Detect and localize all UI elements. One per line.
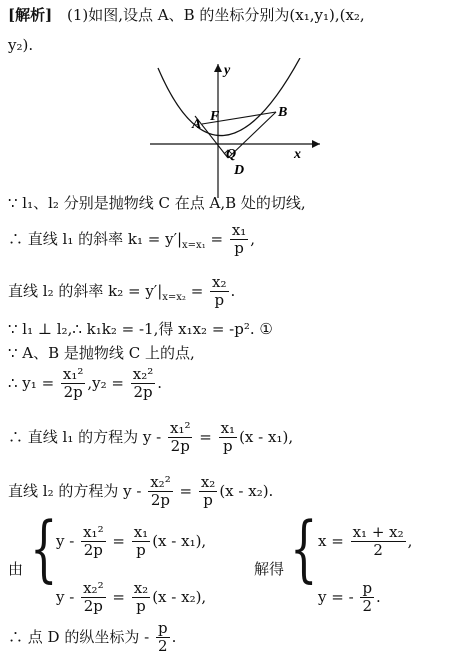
slope1-prefix: ∴ 直线 l₁ 的斜率 k₁ = y′| bbox=[8, 229, 183, 248]
text-line-8 bbox=[8, 474, 273, 510]
line2-frac-a bbox=[148, 474, 173, 510]
label-Q: Q bbox=[226, 147, 237, 162]
punct: , bbox=[250, 229, 256, 248]
frac-num: x₁ bbox=[133, 523, 149, 541]
punct: . bbox=[230, 281, 236, 300]
punct: . bbox=[376, 587, 381, 606]
eq: = bbox=[185, 281, 209, 300]
label-D: D bbox=[234, 163, 245, 178]
solve-text: 解得 bbox=[254, 560, 285, 578]
text-line-2 bbox=[8, 222, 255, 258]
frac-num: x₂² bbox=[132, 365, 154, 383]
frac-num: x₁ + x₂ bbox=[352, 523, 404, 541]
frac-den: p bbox=[214, 291, 225, 310]
punct: , bbox=[407, 531, 413, 550]
frac-den: p bbox=[203, 491, 213, 510]
slope2-sub: x=x₂ bbox=[162, 291, 186, 303]
y1-frac bbox=[61, 366, 86, 402]
solve-word bbox=[254, 562, 284, 577]
punct: . bbox=[157, 373, 163, 392]
line2-eq-prefix: 直线 l₂ 的方程为 y - bbox=[8, 481, 142, 500]
slope1-sub: x=x₁ bbox=[182, 239, 206, 251]
frac-num: x₂² bbox=[83, 579, 104, 597]
label-y: y bbox=[224, 63, 231, 78]
frac-den: 2p bbox=[133, 383, 153, 402]
you-char: 由 bbox=[8, 560, 24, 578]
line1-eq-suffix: (x - x₁), bbox=[239, 427, 294, 446]
intro-text: (1)如图,设点 A、B 的坐标分别为(x₁,y₁),(x₂, bbox=[66, 6, 365, 24]
left-brace-1: { bbox=[30, 506, 58, 590]
frac-num: x₂ bbox=[133, 579, 149, 597]
frac-den: 2p bbox=[63, 383, 83, 402]
line2-eq-suffix: (x - x₂). bbox=[219, 481, 274, 500]
sys1-frac-b bbox=[132, 524, 150, 560]
sol-x-frac bbox=[351, 524, 406, 560]
line1-frac-b bbox=[219, 420, 237, 456]
sol-y-frac bbox=[360, 580, 374, 616]
frac-num: p bbox=[157, 619, 168, 637]
frac-num: x₁ bbox=[231, 221, 247, 239]
frac-den: 2p bbox=[83, 541, 103, 560]
perpendicular-statement: ∵ l₁ ⊥ l₂,∴ k₁k₂ = -1,得 x₁x₂ = -p². ① bbox=[8, 320, 273, 338]
sys2-frac-a bbox=[81, 580, 106, 616]
slope1-frac bbox=[230, 222, 248, 258]
frac-den: 2 bbox=[373, 541, 383, 560]
eq: = bbox=[205, 229, 228, 248]
intro-line-2 bbox=[8, 38, 33, 53]
slope2-prefix: 直线 l₂ 的斜率 k₂ = y′| bbox=[8, 281, 163, 300]
frac-num: x₂ bbox=[200, 473, 216, 491]
frac-num: x₂ bbox=[212, 273, 227, 291]
sol-x-prefix: x = bbox=[318, 531, 349, 550]
frac-num: p bbox=[362, 579, 373, 597]
y2-frac bbox=[131, 366, 156, 402]
frac-den: p bbox=[234, 239, 244, 258]
slope2-frac bbox=[210, 274, 228, 310]
solution-y bbox=[318, 580, 381, 616]
eq: = bbox=[107, 587, 130, 606]
frac-den: 2p bbox=[83, 597, 103, 616]
frac-den: 2 bbox=[362, 597, 373, 616]
sys2-frac-b bbox=[132, 580, 150, 616]
frac-num: x₁² bbox=[62, 365, 84, 383]
points-on-parabola: ∵ A、B 是抛物线 C 上的点, bbox=[8, 344, 195, 362]
sys2-prefix: y - bbox=[56, 587, 75, 606]
frac-num: x₂² bbox=[150, 473, 171, 491]
label-B: B bbox=[278, 105, 288, 120]
text-line-last bbox=[8, 620, 176, 656]
frac-den: 2p bbox=[150, 491, 171, 510]
sol-y-prefix: y = - bbox=[318, 587, 354, 606]
line2-frac-b bbox=[199, 474, 217, 510]
intro-line-1 bbox=[8, 8, 365, 23]
eq: = bbox=[174, 481, 197, 500]
text-line-6 bbox=[8, 366, 162, 402]
d-ordinate-prefix: ∴ 点 D 的纵坐标为 - bbox=[8, 627, 150, 646]
frac-den: p bbox=[223, 437, 233, 456]
eq: = bbox=[194, 427, 217, 446]
sys1-suffix: (x - x₁), bbox=[152, 531, 207, 550]
frac-num: x₁² bbox=[83, 523, 104, 541]
frac-num: x₁ bbox=[220, 419, 236, 437]
frac-den: p bbox=[136, 597, 146, 616]
eq: = bbox=[107, 531, 130, 550]
y1-prefix: ∴ y₁ = bbox=[8, 373, 59, 392]
label-A: A bbox=[192, 117, 202, 132]
text-line-1 bbox=[8, 196, 306, 211]
frac-num: x₁² bbox=[169, 419, 191, 437]
line1-frac-a bbox=[168, 420, 193, 456]
line1-eq-prefix: ∴ 直线 l₁ 的方程为 y - bbox=[8, 427, 162, 446]
text-line-5 bbox=[8, 346, 195, 361]
left-brace-2: { bbox=[290, 506, 318, 590]
label-F: F bbox=[210, 109, 220, 124]
y2-prefix: ,y₂ = bbox=[87, 373, 129, 392]
tangent-statement: ∵ l₁、l₂ 分别是抛物线 C 在点 A,B 处的切线, bbox=[8, 194, 306, 212]
label-x: x bbox=[294, 147, 301, 162]
sys1-frac-a bbox=[81, 524, 106, 560]
system-eq-2 bbox=[56, 580, 206, 616]
solution-x bbox=[318, 524, 412, 560]
punct: . bbox=[171, 627, 177, 646]
sys1-prefix: y - bbox=[56, 531, 75, 550]
sys2-suffix: (x - x₂), bbox=[152, 587, 207, 606]
system-eq-1 bbox=[56, 524, 206, 560]
text-line-3 bbox=[8, 274, 235, 310]
frac-den: p bbox=[136, 541, 146, 560]
analysis-tag: [解析] bbox=[8, 6, 53, 24]
d-ordinate-frac bbox=[156, 620, 170, 656]
frac-den: 2p bbox=[170, 437, 190, 456]
text-line-4 bbox=[8, 322, 273, 337]
frac-den: 2 bbox=[157, 637, 168, 656]
intro-text-cont: y₂). bbox=[8, 36, 34, 54]
system-you bbox=[8, 562, 23, 577]
text-line-7 bbox=[8, 420, 293, 456]
